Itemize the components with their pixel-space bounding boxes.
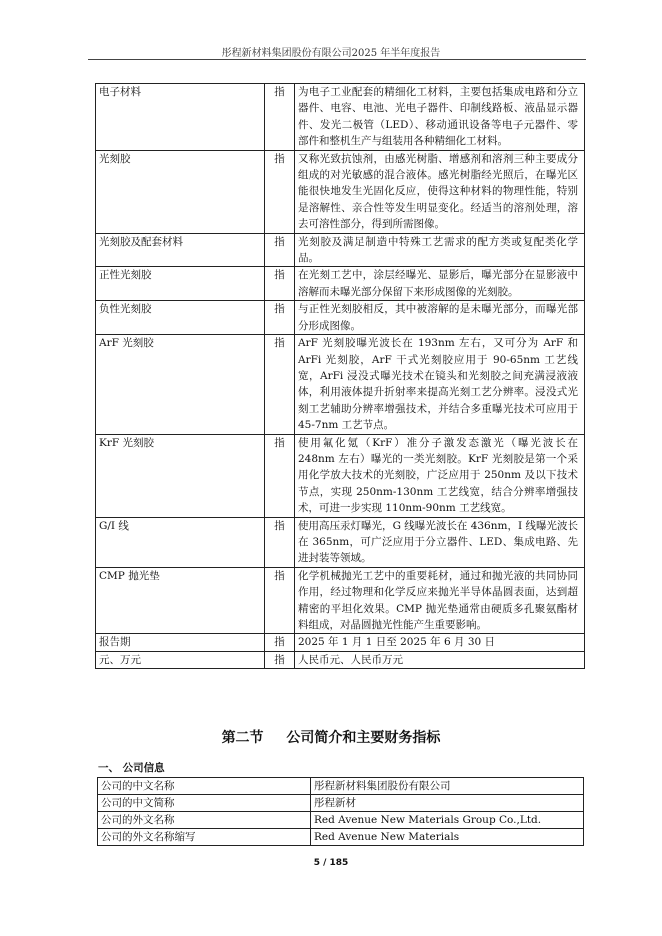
table-row bbox=[96, 567, 585, 634]
definition-term: ArF 光刻胶 bbox=[96, 335, 265, 434]
definition-term: KrF 光刻胶 bbox=[96, 434, 265, 517]
definition-desc: ArF 光刻胶曝光波长在 193nm 左右，又可分为 ArF 和 ArFi 光刻胶，ArF 干式光刻胶应用于 90-65nm 工艺线宽，ArFi 浸没式曝光技术在镜头和光刻胶之间充满浸液液体，利用液体提升折射率来提高光刻工艺分辨率。浸没式光刻工艺辅助分辨率增强技术，并结合多重曝光技术可应用于 45-7nm 工艺节点。 bbox=[295, 335, 585, 434]
table-row bbox=[96, 517, 585, 567]
definition-term: CMP 抛光垫 bbox=[96, 567, 265, 634]
definition-marker: 指 bbox=[265, 84, 295, 151]
table-row bbox=[96, 434, 585, 517]
page-number: 5 / 185 bbox=[313, 858, 349, 868]
table-row bbox=[96, 634, 585, 651]
definition-term: G/I 线 bbox=[96, 517, 265, 567]
table-row bbox=[96, 267, 585, 301]
table-row bbox=[96, 651, 585, 668]
definition-term: 元、万元 bbox=[96, 651, 265, 668]
info-key: 公司的中文名称 bbox=[98, 778, 311, 795]
definition-desc: 又称光致抗蚀剂，由感光树脂、增感剂和溶剂三种主要成分组成的对光敏感的混合液体。感光树脂经光照后，在曝光区能很快地发生光固化反应，使得这种材料的物理性能，特别是溶解性、亲合性等发生明显变化。经适当的溶剂处理，溶去可溶性部分，得到所需图像。 bbox=[295, 150, 585, 233]
company-info-table bbox=[97, 777, 584, 846]
definition-marker: 指 bbox=[265, 434, 295, 517]
info-value: 彤程新材料集团股份有限公司 bbox=[311, 778, 584, 795]
definition-desc: 人民币元、人民币万元 bbox=[295, 651, 585, 668]
definition-desc: 光刻胶及满足制造中特殊工艺需求的配方类或复配类化学品。 bbox=[295, 233, 585, 267]
definition-marker: 指 bbox=[265, 567, 295, 634]
definition-term: 光刻胶及配套材料 bbox=[96, 233, 265, 267]
definition-desc: 使用高压汞灯曝光，G 线曝光波长在 436nm，I 线曝光波长在 365nm，可广泛应用于分立器件、LED、集成电路、先进封装等领域。 bbox=[295, 517, 585, 567]
page-header: 彤程新材料集团股份有限公司2025 年半年度报告 bbox=[221, 48, 441, 59]
info-key: 公司的中文简称 bbox=[98, 795, 311, 812]
info-value: Red Avenue New Materials bbox=[311, 829, 584, 846]
table-row bbox=[98, 778, 584, 795]
info-key: 公司的外文名称 bbox=[98, 812, 311, 829]
header-rule bbox=[88, 59, 586, 60]
table-row bbox=[96, 335, 585, 434]
section-title: 第二节 公司简介和主要财务指标 bbox=[221, 730, 441, 746]
definitions-table bbox=[95, 83, 585, 669]
definition-desc: 在光刻工艺中，涂层经曝光、显影后，曝光部分在显影液中溶解而未曝光部分保留下来形成图像的光刻胶。 bbox=[295, 267, 585, 301]
definition-desc: 与正性光刻胶相反，其中被溶解的是未曝光部分，而曝光部分形成图像。 bbox=[295, 301, 585, 335]
definition-marker: 指 bbox=[265, 651, 295, 668]
definition-marker: 指 bbox=[265, 150, 295, 233]
table-row bbox=[98, 812, 584, 829]
table-row bbox=[96, 84, 585, 151]
definition-marker: 指 bbox=[265, 517, 295, 567]
definition-desc: 为电子工业配套的精细化工材料，主要包括集成电路和分立器件、电容、电池、光电子器件、印制线路板、液晶显示器件、发光二极管（LED）、移动通讯设备等电子元器件、零部件和整机生产与组装用各种精细化工材料。 bbox=[295, 84, 585, 151]
table-row bbox=[96, 233, 585, 267]
table-row bbox=[98, 795, 584, 812]
definition-marker: 指 bbox=[265, 301, 295, 335]
definition-term: 负性光刻胶 bbox=[96, 301, 265, 335]
info-key: 公司的外文名称缩写 bbox=[98, 829, 311, 846]
table-row bbox=[98, 829, 584, 846]
definition-term: 电子材料 bbox=[96, 84, 265, 151]
definition-marker: 指 bbox=[265, 335, 295, 434]
table-row bbox=[96, 150, 585, 233]
definition-term: 正性光刻胶 bbox=[96, 267, 265, 301]
definition-desc: 使用氟化氪（KrF）准分子激发态激光（曝光波长在 248nm 左右）曝光的一类光刻胶。KrF 光刻胶是第一个采用化学放大技术的光刻胶，广泛应用于 250nm 及以下技术节点，实现 250nm-130nm 工艺线宽，结合分辨率增强技术，可进一步实现 110nm-90nm 工艺线宽。 bbox=[295, 434, 585, 517]
definition-desc: 化学机械抛光工艺中的重要耗材，通过和抛光液的共同协同作用，经过物理和化学反应来抛光半导体晶圆表面，达到超精密的平坦化效果。CMP 抛光垫通常由硬质多孔聚氨酯材料组成，对晶圆抛光性能产生重要影响。 bbox=[295, 567, 585, 634]
definition-marker: 指 bbox=[265, 634, 295, 651]
definition-desc: 2025 年 1 月 1 日至 2025 年 6 月 30 日 bbox=[295, 634, 585, 651]
info-value: Red Avenue New Materials Group Co.,Ltd. bbox=[311, 812, 584, 829]
table-row bbox=[96, 301, 585, 335]
definition-marker: 指 bbox=[265, 267, 295, 301]
definition-term: 光刻胶 bbox=[96, 150, 265, 233]
definition-marker: 指 bbox=[265, 233, 295, 267]
definition-term: 报告期 bbox=[96, 634, 265, 651]
info-value: 彤程新材 bbox=[311, 795, 584, 812]
company-info-heading: 一、 公司信息 bbox=[98, 762, 165, 774]
